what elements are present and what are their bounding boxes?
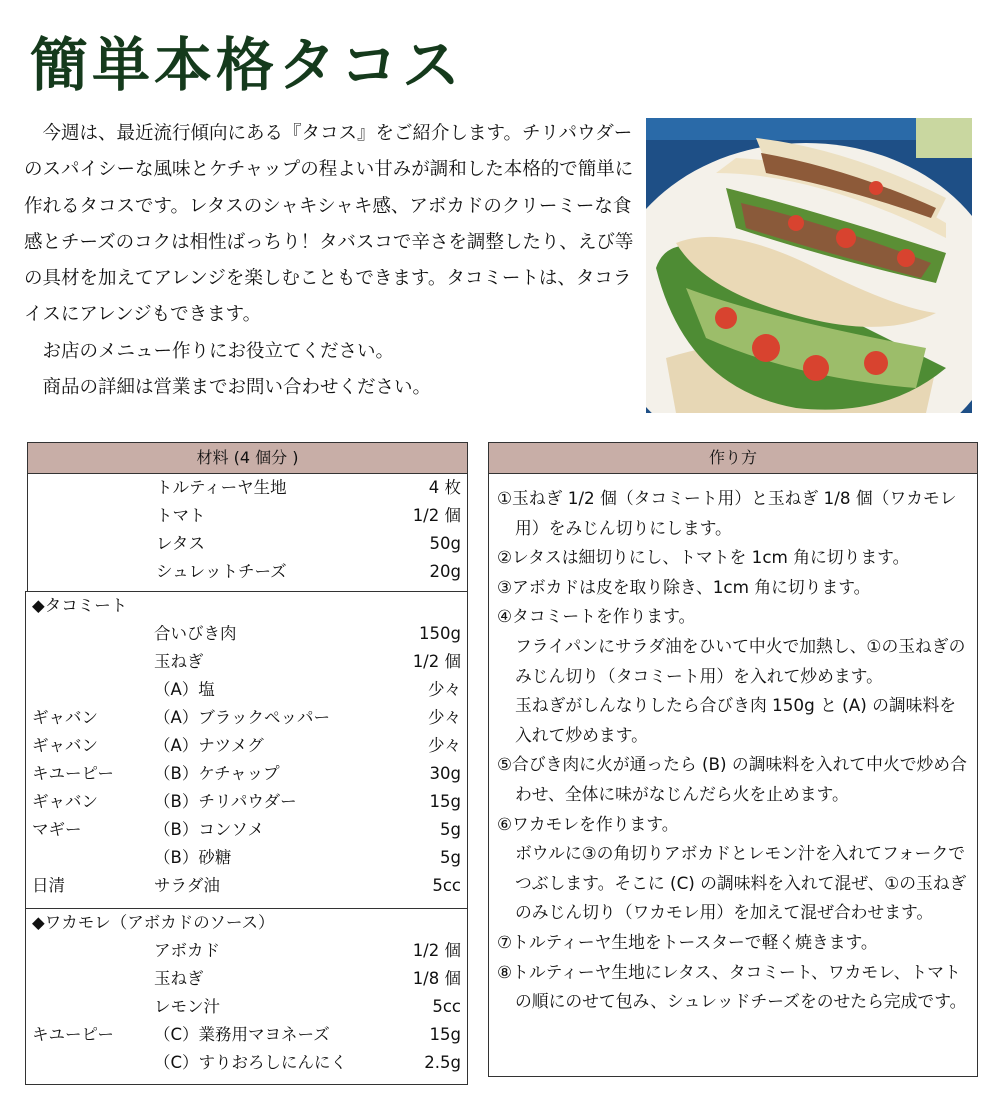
method-step: [497, 750, 971, 809]
method-step: [497, 602, 971, 750]
intro-text: [24, 116, 634, 406]
ingredient-name: トルティーヤ生地: [156, 478, 287, 497]
ingredient-name: （C）業務用マヨネーズ: [154, 1025, 330, 1044]
taco-meat-panel: [25, 591, 468, 909]
ingredient-name: 玉ねぎ: [154, 652, 204, 671]
ingredient-brand: 日清: [32, 876, 65, 895]
method-step-text: ③アボカドは皮を取り除き、1cm 角に切ります。: [497, 576, 871, 597]
ingredient-amount: 2.5g: [424, 1053, 461, 1072]
ingredients-panel: [27, 442, 468, 592]
page-title: 簡単本格タコス: [30, 31, 465, 99]
guacamole-title: ◆ワカモレ（アボカドのソース）: [32, 913, 275, 932]
ingredient-amount: 5cc: [432, 876, 461, 895]
ingredient-amount: 5g: [440, 820, 461, 839]
ingredient-row: [26, 993, 467, 1021]
ingredient-row: [28, 530, 467, 558]
ingredient-amount: 1/8 個: [412, 969, 461, 988]
ingredient-amount: 20g: [429, 562, 461, 581]
ingredient-row: [26, 816, 467, 844]
ingredient-amount: 少々: [428, 708, 461, 727]
method-step-detail: ボウルに③の角切りアボカドとレモン汁を入れてフォークでつぶします。そこに (C) の調味料を入れて混ぜ、①の玉ねぎのみじん切り（ワカモレ用）を加えて混ぜ合わせます。: [515, 843, 967, 923]
ingredient-row: [26, 732, 467, 760]
ingredient-name: アボカド: [154, 941, 220, 960]
ingredient-name: （B）砂糖: [154, 848, 232, 867]
ingredient-row: [26, 620, 467, 648]
ingredient-row: [26, 965, 467, 993]
intro-paragraph: 今週は、最近流行傾向にある『タコス』をご紹介します。チリパウダーのスパイシーな風味とケチャップの程よい甘みが調和した本格的で簡単に作れるタコスです。レタスのシャキシャキ感、アボカドのクリーミーな食感とチーズのコクは相性ばっちり！タバスコで辛さを調整したり、えび等の具材を加えてアレンジを楽しむこともできます。タコミートは、タコライスにアレンジもできます。: [24, 123, 634, 326]
ingredient-name: サラダ油: [154, 876, 220, 895]
method-step-text: ②レタスは細切りにし、トマトを 1cm 角に切ります。: [497, 547, 910, 568]
method-step-text: ⑦トルティーヤ生地をトースターで軽く焼きます。: [497, 931, 878, 952]
taco-meat-list: [26, 620, 467, 900]
method-step: [497, 928, 971, 958]
ingredient-name: 合いびき肉: [154, 624, 237, 643]
ingredient-row: [26, 1021, 467, 1049]
intro-paragraph: お店のメニュー作りにお役立てください。: [42, 340, 395, 362]
guacamole-list: [26, 937, 467, 1077]
ingredient-row: [26, 676, 467, 704]
ingredient-name: （B）チリパウダー: [154, 792, 297, 811]
ingredient-row: [26, 648, 467, 676]
ingredient-name: シュレットチーズ: [156, 562, 287, 581]
method-step: [497, 543, 971, 573]
ingredient-amount: 5g: [440, 848, 461, 867]
method-step: [497, 573, 971, 603]
ingredient-brand: ギャバン: [32, 792, 98, 811]
ingredient-name: （B）ケチャップ: [154, 764, 280, 783]
ingredient-amount: 4 枚: [428, 478, 461, 497]
method-step-text: ⑥ワカモレを作ります。: [497, 813, 679, 834]
method-step-detail: フライパンにサラダ油をひいて中火で加熱し、①の玉ねぎのみじん切り（タコミート用）を入れて炒めます。: [515, 635, 966, 686]
method-step-text: ⑧トルティーヤ生地にレタス、タコミート、ワカモレ、トマトの順にのせて包み、シュレッドチーズをのせたら完成です。: [497, 961, 967, 1012]
ingredient-amount: 15g: [429, 792, 461, 811]
ingredient-row: [26, 1049, 467, 1077]
method-panel: [488, 442, 978, 1077]
ingredient-row: [26, 844, 467, 872]
ingredients-base-list: [28, 474, 467, 586]
ingredient-name: （C）すりおろしにんにく: [154, 1053, 348, 1072]
intro-paragraph: 商品の詳細は営業までお問い合わせください。: [42, 377, 432, 399]
method-step-detail: 玉ねぎがしんなりしたら合びき肉 150g と (A) の調味料を入れて炒めます。: [515, 695, 957, 745]
method-step: [497, 810, 971, 928]
ingredient-row: [28, 502, 467, 530]
ingredient-amount: 1/2 個: [412, 941, 461, 960]
ingredient-row: [28, 558, 467, 586]
ingredient-brand: キユーピー: [32, 1025, 114, 1044]
method-header: 作り方: [489, 443, 977, 474]
method-step-text: ⑤合びき肉に火が通ったら (B) の調味料を入れて中火で炒め合わせ、全体に味がなじんだら火を止めます。: [497, 754, 967, 804]
ingredient-row: [26, 704, 467, 732]
ingredient-brand: ギャバン: [32, 708, 98, 727]
method-steps: [489, 474, 977, 1017]
tacos-photo: [646, 118, 972, 413]
method-step-text: ④タコミートを作ります。: [497, 606, 696, 627]
ingredient-name: 玉ねぎ: [154, 969, 204, 988]
ingredient-name: レモン汁: [154, 997, 220, 1016]
method-step: [497, 484, 971, 543]
ingredient-amount: 1/2 個: [412, 652, 461, 671]
ingredient-brand: キユーピー: [32, 764, 114, 783]
ingredient-amount: 15g: [429, 1025, 461, 1044]
method-step: [497, 958, 971, 1017]
ingredient-amount: 50g: [429, 534, 461, 553]
ingredient-amount: 30g: [429, 764, 461, 783]
ingredient-name: トマト: [156, 506, 206, 525]
ingredient-row: [26, 788, 467, 816]
ingredient-amount: 少々: [428, 736, 461, 755]
taco-meat-title: ◆タコミート: [32, 596, 128, 615]
ingredient-name: （A）ブラックペッパー: [154, 708, 330, 727]
ingredient-amount: 1/2 個: [412, 506, 461, 525]
ingredients-header: 材料 (4 個分 ): [28, 443, 467, 474]
ingredient-name: （B）コンソメ: [154, 820, 264, 839]
ingredient-name: レタス: [156, 534, 205, 553]
ingredient-row: [26, 872, 467, 900]
ingredient-amount: 150g: [419, 624, 461, 643]
ingredient-brand: ギャバン: [32, 736, 98, 755]
ingredient-row: [28, 474, 467, 502]
ingredient-name: （A）塩: [154, 680, 215, 699]
ingredient-amount: 少々: [428, 680, 461, 699]
guacamole-panel: [25, 908, 468, 1085]
ingredient-amount: 5cc: [432, 997, 461, 1016]
ingredient-name: （A）ナツメグ: [154, 736, 264, 755]
ingredient-row: [26, 760, 467, 788]
method-step-text: ①玉ねぎ 1/2 個（タコミート用）と玉ねぎ 1/8 個（ワカモレ用）をみじん切りにします。: [497, 488, 957, 538]
ingredient-brand: マギー: [32, 820, 82, 839]
ingredient-row: [26, 937, 467, 965]
